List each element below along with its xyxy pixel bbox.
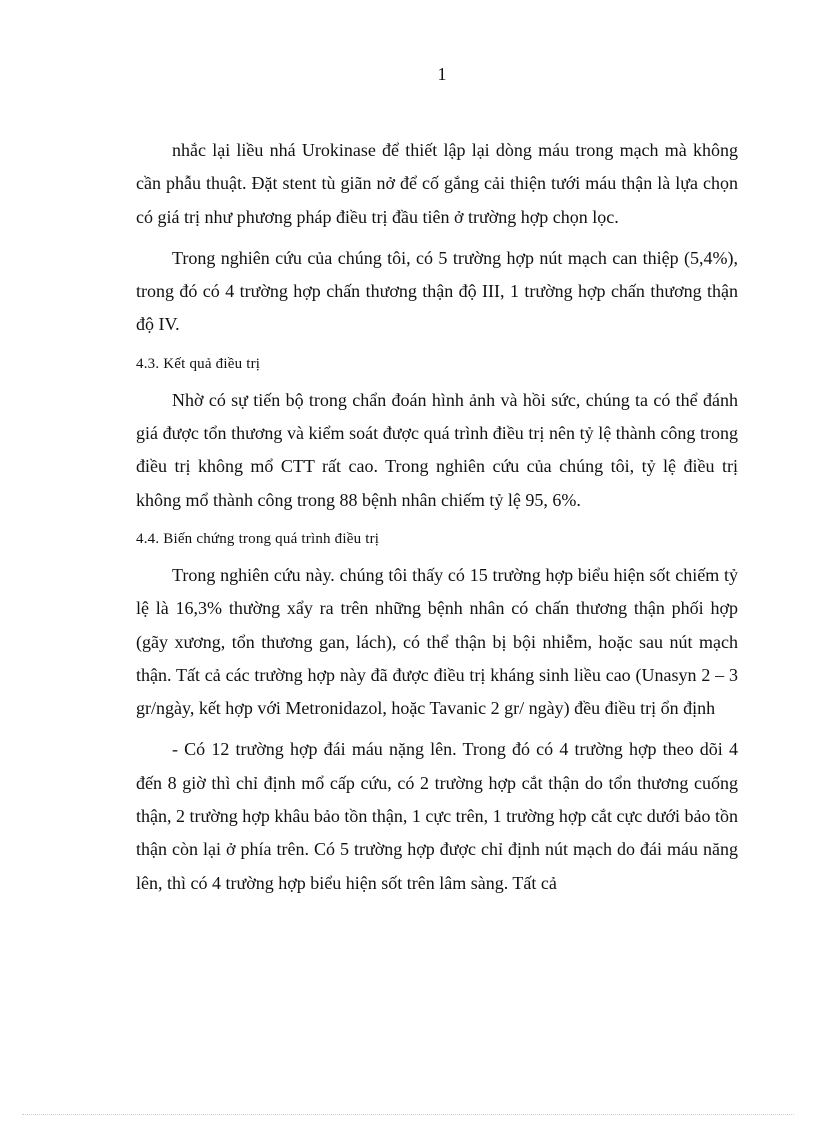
section-heading-treatment-results: 4.3. Kết quả điều trị [136, 355, 261, 372]
section-heading-complications: 4.4. Biến chứng trong quá trình điều trị [136, 530, 380, 547]
page-number: 1 [437, 64, 447, 84]
page-bottom-rule [22, 1114, 794, 1115]
paragraph-fever: Trong nghiên cứu này. chúng tôi thấy có 15 trường hợp biểu hiện sốt chiếm tỷ lệ là 16,3% thường xẩy ra trên những bệnh nhân có chấn thương thận phối hợp (gãy xương, tổn thương gan, lách), có thể thận bị bội nhiễm, hoặc sau nút mạch thận. Tất cả các trường hợp này đã được điều trị kháng sinh liều cao (Unasyn 2 – 3 gr/ngày, kết hợp với Metronidazol, hoặc Tavanic 2 gr/ ngày) đều điều trị ổn định [136, 564, 738, 719]
paragraph-embolization: Trong nghiên cứu của chúng tôi, có 5 trường hợp nút mạch can thiệp (5,4%), trong đó có 4 trường hợp chấn thương thận độ III, 1 trường hợp chấn thương thận độ IV. [136, 247, 738, 335]
paragraph-hematuria: - Có 12 trường hợp đái máu nặng lên. Trong đó có 4 trường hợp theo dõi 4 đến 8 giờ thì chỉ định mổ cấp cứu, có 2 trường hợp cắt thận do tổn thương cuống thận, 2 trường hợp khâu bảo tồn thận, 1 cực trên, 1 trường hợp cắt cực dưới bảo tồn thận còn lại ở phía trên. Có 5 trường hợp được chỉ định nút mạch do đái máu năng lên, thì có 4 trường hợp biểu hiện sốt trên lâm sàng. Tất cả [136, 739, 738, 893]
paragraph-treatment-results: Nhờ có sự tiến bộ trong chẩn đoán hình ảnh và hồi sức, chúng ta có thể đánh giá được tổn thương và kiểm soát được quá trình điều trị nên tỷ lệ thành công trong điều trị không mổ CTT rất cao. Trong nghiên cứu của chúng tôi, tỷ lệ điều trị không mổ thành công trong 88 bệnh nhân chiếm tỷ lệ 95, 6%. [136, 389, 738, 510]
paragraph-urokinase: nhắc lại liều nhá Urokinase để thiết lập lại dòng máu trong mạch mà không cần phẫu thuật. Đặt stent tù giãn nở để cố gắng cải thiện tưới máu thận là lựa chọn có giá trị như phương pháp điều trị đầu tiên ở trường hợp chọn lọc. [136, 140, 738, 227]
document-body [136, 134, 738, 900]
